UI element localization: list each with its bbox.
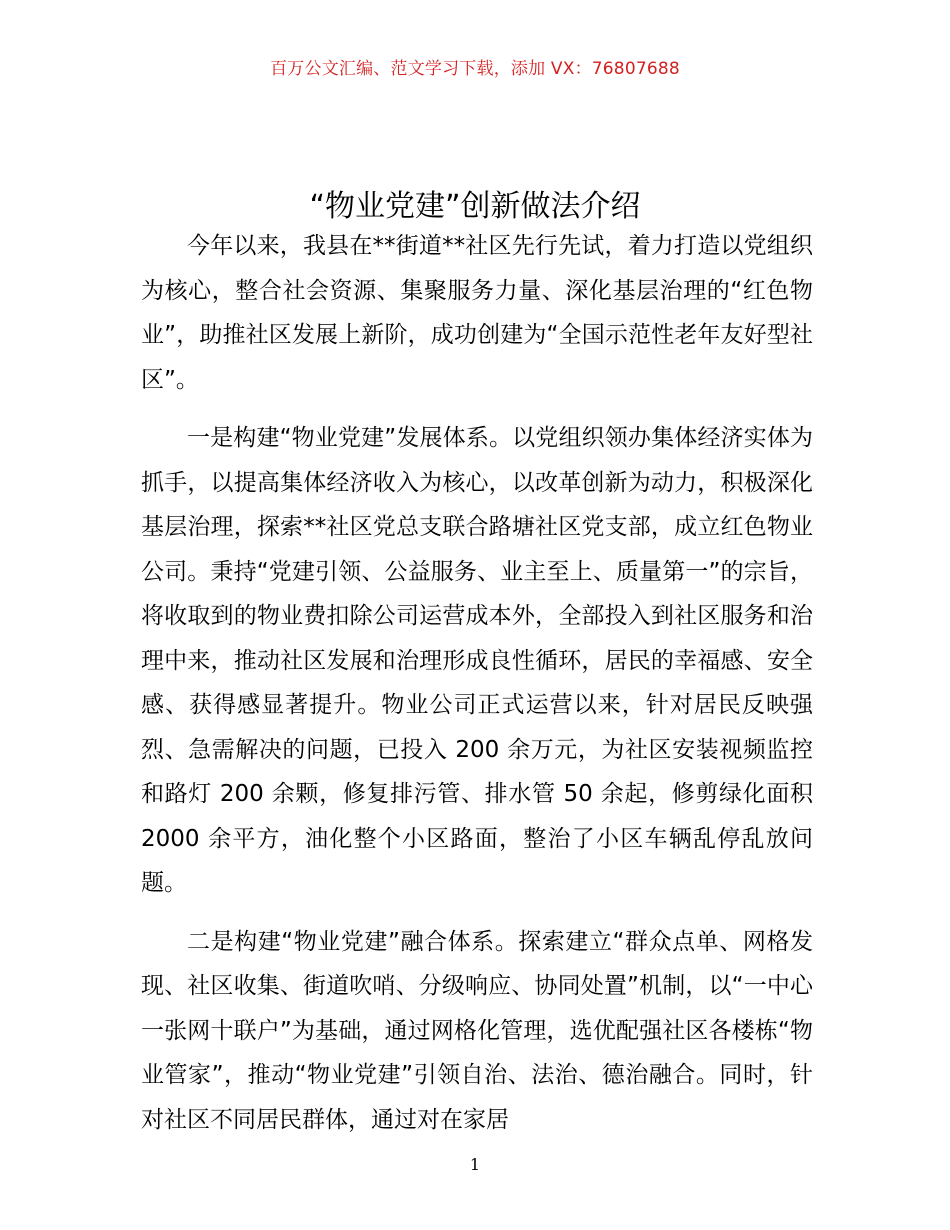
paragraph-intro: 今年以来，我县在**街道**社区先行先试，着力打造以党组织为核心，整合社会资源、集聚服务力量、深化基层治理的“红色物业”，助推社区发展上新阶，成功创建为“全国示范性老年友好型社区”。 (141, 233, 813, 393)
paragraph-integration-system: 二是构建“物业党建”融合体系。探索建立“群众点单、网格发现、社区收集、街道吹哨、分级响应、协同处置”机制，以“一中心一张网十联户”为基础，通过网格化管理，选优配强社区各楼栋“物业管家”，推动“物业党建”引领自治、法治、德治融合。同时，针对社区不同居民群体，通过对在家居 (141, 928, 813, 1133)
document-title: “物业党建”创新做法介绍 (309, 189, 641, 225)
paragraph-development-system: 一是构建“物业党建”发展体系。以党组织领办集体经济实体为抓手，以提高集体经济收入为核心，以改革创新为动力，积极深化基层治理，探索**社区党总支联合路塘社区党支部，成立红色物业公司。秉持“党建引领、公益服务、业主至上、质量第一”的宗旨，将收取到的物业费扣除公司运营成本外，全部投入到社区服务和治理中来，推动社区发展和治理形成良性循环，居民的幸福感、安全感、获得感显著提升。物业公司正式运营以来，针对居民反映强烈、急需解决的问题，已投入 200 余万元，为社区安装视频监控和路灯 200 余颗，修复排污管、排水管 50 余起，修剪绿化面积 2000 余平方，油化整个小区路面，整治了小区车辆乱停乱放问题。 (141, 425, 813, 896)
header-banner: 百万公文汇编、范文学习下载，添加 VX：76807688 (270, 59, 680, 79)
document-body (141, 224, 813, 1156)
page-number: 1 (469, 1155, 481, 1174)
